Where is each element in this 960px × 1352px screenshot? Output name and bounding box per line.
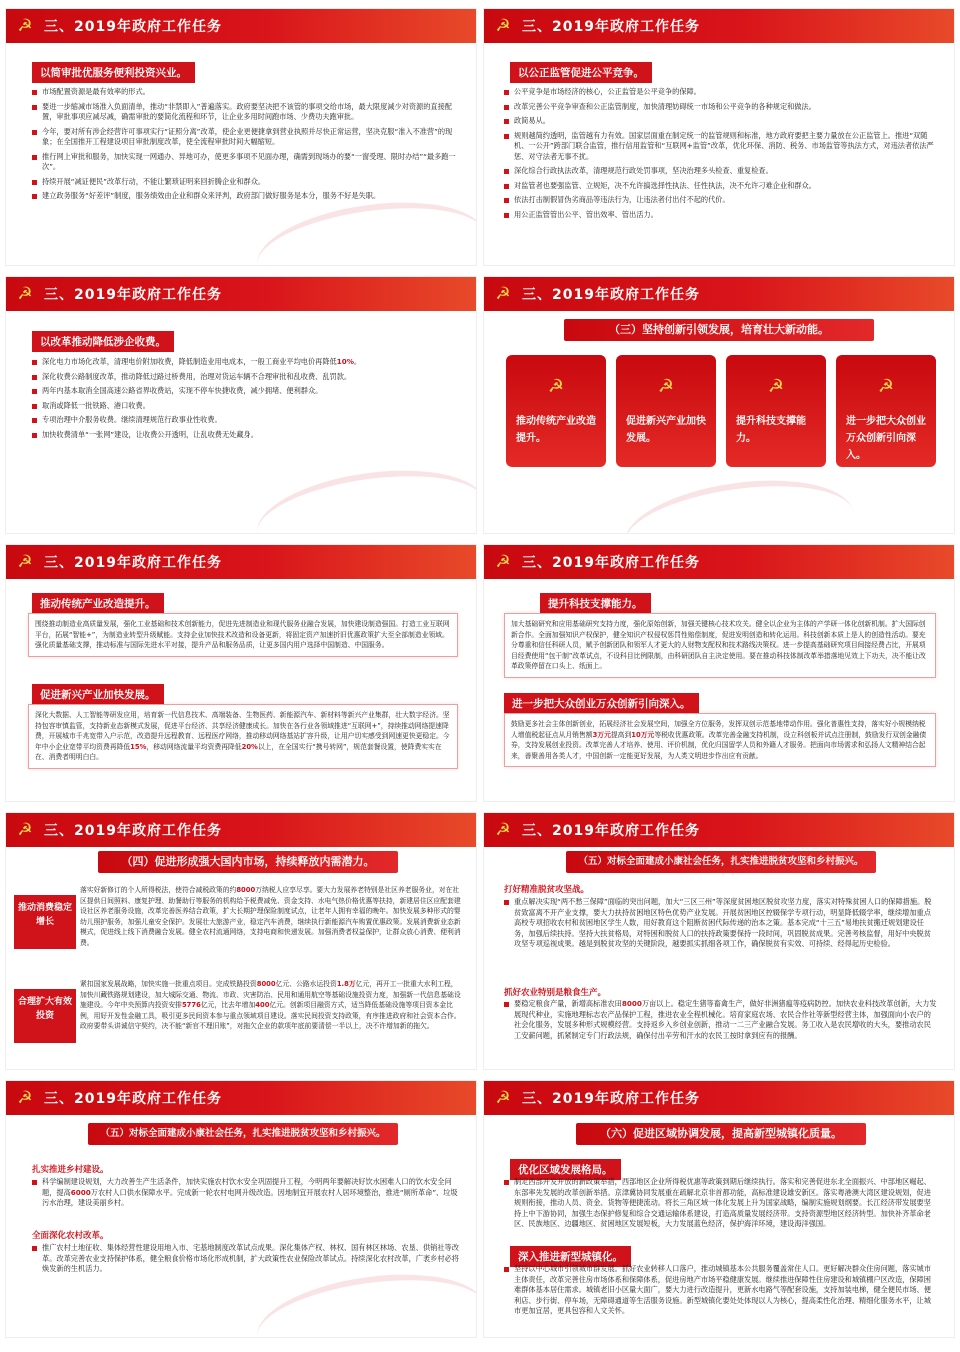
slide-6 [483,544,955,802]
bullet-list [32,1177,460,1213]
section-tag: 以简审批优服务便利投资兴业。 [32,62,195,83]
party-emblem-icon: ☭ [17,552,33,572]
section-tag: 提升科技支撑能力。 [540,593,651,614]
slide-title: 三、2019年政府工作任务 [522,823,700,839]
text-box: 加大基础研究和应用基础研究支持力度，强化原始创新，加强关键核心技术攻关。健全以企业为主体的产学研一体化创新机制。扩大国际创新合作。全面加强知识产权保护，健全知识产权侵权惩罚性赔偿制度，促进发明创造和转化运用。科技创新本质上是人的创造性活动。要充分尊重和信任科研人员，赋予创新团队和领军人才更大的人财物支配权和技术路线决策权。进一步提高基础研究项目间接经费占比，开展项目经费使用“包干制”改革试点，不设科目比例限制，由科研团队自主决定使用。要在推动科技体制改革举措落地见效上下功夫，决不能让改革政策停留在口头上、纸面上。 [504,613,936,678]
slide-header [6,545,476,579]
section-tag: 深入推进新型城镇化。 [510,1246,631,1267]
ribbon-decoration [619,467,859,534]
party-emblem-icon: ☭ [495,284,511,304]
subheading: 打好精准脱贫攻坚战。 [504,885,590,895]
slide-7 [5,812,477,1070]
text-box: 围绕推动制造业高质量发展，强化工业基础和技术创新能力，促进先进制造业和现代服务业融合发展，加快建设制造强国。打造工业互联网平台，拓展“智能+”，为制造业转型升级赋能。支持企业加快技术改造和设备更新，将固定资产加速折旧优惠政策扩大至全部制造业领域。强化质量基础支撑，推动标准与国际先进水平对接，提升产品和服务品质，让更多国内用户选择中国制造、中国服务。 [28,613,458,657]
slide-header [6,9,476,43]
party-emblem-icon: ☭ [495,16,511,36]
card-label: 进一步把大众创业万众创新引向深入。 [846,416,926,461]
party-emblem-icon: ☭ [17,820,33,840]
text-box: 鼓励更多社会主体创新创业，拓展经济社会发展空间，加强全方位服务，发挥双创示范基地带动作用。强化普惠性支持，落实好小规模纳税人增值税起征点从月销售额3万元提高到10万元等税收优惠政策。改革完善金融支持机制，设立科创板并试点注册制，鼓励发行双创金融债券，支持发展创业投资。改革完善人才培养、使用、评价机制，优化归国留学人员和外籍人才服务。把面向市场需求和弘扬人文精神结合起来，善聚善用各类人才，中国创新一定能更好发展，为人类文明进步作出应有贡献。 [504,713,936,767]
slide-title: 三、2019年政府工作任务 [522,287,700,303]
slide-4 [483,276,955,534]
slide-1 [5,8,477,266]
list-item: 政简易从。 [504,116,940,127]
section-tag: 优化区域发展格局。 [510,1159,621,1180]
list-item: 两年内基本取消全国高速公路省界收费站，实现不停车快捷收费，减少拥堵、便利群众。 [32,386,462,397]
party-emblem-icon: ☭ [877,376,895,397]
slide-9 [5,1080,477,1338]
bullet-list [504,87,940,224]
slide-header [6,1081,476,1115]
section-tag: 以公正监管促进公平竞争。 [510,62,652,83]
party-emblem-icon: ☭ [17,284,33,304]
text-box: 深化大数据、人工智能等研发应用，培育新一代信息技术、高端装备、生物医药、新能源汽车、新材料等新兴产业集群，壮大数字经济。坚持包容审慎监管，支持新业态新模式发展，促进平台经济、共享经济健康成长。加快在各行业各领域推进“互联网+”，持续推动网络提速降费，开展城市千兆宽带入户示范，改造提升远程教育、远程医疗网络，推动移动网络基站扩容升级，让用户切实感受到网速更快更稳定。今年中小企业宽带平均资费再降低15%，移动网络流量平均资费再降低20%以上，在全国实行“携号转网”，规范套餐设置，使降费实实在在、消费者明明白白。 [28,704,458,769]
slide-title: 三、2019年政府工作任务 [522,555,700,571]
slide-header [6,813,476,847]
slide-title: 三、2019年政府工作任务 [522,1091,700,1107]
slide-title: 三、2019年政府工作任务 [44,1091,222,1107]
list-item: 重点解决实现“两不愁三保障”面临的突出问题，加大“三区三州”等深度贫困地区脱贫攻坚力度，落实对特殊贫困人口的保障措施。脱贫致富离不开产业支撑，要大力扶持贫困地区特色优势产业发展。开展贫困地区控辍保学专项行动，明显降低辍学率，继续增加重点高校专项招收农村和贫困地区学生人数，用好教育这个阻断贫困代际传递的治本之策。基本完成“十三五”易地扶贫搬迁规划建设任务，加强后续扶持。坚持大扶贫格局，对特困和脱贫人口的扶持政策要保持一段时间，巩固脱贫成果。完善考核监督，用好中央脱贫攻坚专项巡视成果。越是到脱贫攻坚的关键阶段，越要抓实抓细各项工作，确保脱贫有实效、可持续、经得起历史检验。 [504,897,938,950]
bullet-list [32,357,462,444]
slide-title: 三、2019年政府工作任务 [44,19,222,35]
list-item: 专项治理中介服务收费。继续清理规范行政事业性收费。 [32,415,462,426]
bullet-list [504,897,938,954]
list-item: 深化综合行政执法改革，清理规范行政处罚事项，坚决治理多头检查、重复检查。 [504,166,940,177]
slide-header [484,813,954,847]
list-item: 要稳定粮食产量，新增高标准农田8000万亩以上。稳定生猪等畜禽生产，做好非洲猪瘟等疫病防控。加快农业科技改革创新，大力发展现代种业，实施地理标志农产品保护工程，推进农业全程机械化。培育家庭农场、农民合作社等新型经营主体，加强面向小农户的社会化服务，发展多种形式规模经营。支持返乡入乡创业创新，推动一二三产业融合发展。务工收入是农民增收的大头，要推动农民工安薪问题，抓紧制定专门行政法规，确保付出辛劳和汗水的农民工按时拿到应有的报酬。 [504,999,938,1041]
list-item: 对监管者也要强监管、立规矩，决不允许搞选择性执法、任性执法，决不允许刁难企业和群众。 [504,181,940,192]
list-item: 建立政务服务“好差评”制度，服务绩效由企业和群众来评判，政府部门做好服务是本分，服务不好是失职。 [32,191,462,202]
ribbon-decoration [251,457,477,534]
slide-header [484,9,954,43]
bullet-list [32,1243,460,1279]
subheading: 全面深化农村改革。 [32,1231,109,1241]
section-bar: （四）促进形成强大国内市场，持续释放内需潜力。 [98,851,398,873]
bullet-list [504,1264,938,1321]
list-item: 今年，要对所有涉企经营许可事项实行“证照分离”改革，使企业更便捷拿到营业执照并尽快正常运营，坚决克服“准入不准营”的现象；在全国推开工程建设项目审批制度改革，使全流程审批时间大幅缩短。 [32,127,462,148]
card-traditional-industry [506,355,606,467]
slide-title: 三、2019年政府工作任务 [44,555,222,571]
list-item: 取消或降低一批铁路、港口收费。 [32,401,462,412]
list-item: 依法打击制假冒伪劣商品等违法行为，让违法者付出付不起的代价。 [504,195,940,206]
slide-header [484,277,954,311]
text-block: 落实好新修订的个人所得税法，使符合减税政策的约8000万纳税人应享尽享。要大力发展养老特别是社区养老服务业，对在社区提供日间照料、康复护理、助餐助行等服务的机构给予税费减免、资金支持、水电气热价格优惠等扶持，新建居住区应配套建设社区养老服务设施，改革完善医养结合政策，扩大长期护理保险制度试点，让老年人拥有幸福的晚年。加快发展多种形式的婴幼儿照护服务，加强儿童安全保护。发展壮大旅游产业，稳定汽车消费，继续执行新能源汽车购置优惠政策。发展消费新业态新模式，促进线上线下消费融合发展。健全农村流通网络，支持电商和快递发展。加强消费者权益保护，让群众放心消费、便利消费。 [80,886,461,947]
party-emblem-icon: ☭ [17,1088,33,1108]
subheading: 扎实推进乡村建设。 [32,1165,109,1175]
list-item: 市场配置资源是最有效率的形式。 [32,87,462,98]
slide-header [484,545,954,579]
list-item: 深化电力市场化改革，清理电价附加收费，降低制造业用电成本，一般工商业平均电价再降低10%。 [32,357,462,368]
list-item: 坚持以中心城市引领城市群发展。抓好农业转移人口落户，推动城镇基本公共服务覆盖常住人口。更好解决群众住房问题，落实城市主体责任，改革完善住房市场体系和保障体系，促进房地产市场平稳健康发展。继续推进保障性住房建设和城镇棚户区改造，保障困难群体基本居住需求。城镇老旧小区量大面广，要大力进行改造提升，更新水电路气等配套设施，支持加装电梯，健全便民市场、便利店、步行街、停车场，无障碍通道等生活服务设施。新型城镇化要处处体现以人为核心，提高柔性化治理、精细化服务水平，让城市更加宜居，更具包容和人文关怀。 [504,1264,938,1317]
section-bar: （五）对标全面建成小康社会任务，扎实推进脱贫攻坚和乡村振兴。 [566,851,876,873]
list-item: 加快收费清单“一张网”建设，让收费公开透明，让乱收费无处藏身。 [32,430,462,441]
side-label-investment: 合理扩大有效投资 [14,989,76,1043]
card-emerging-industry [616,355,716,467]
side-label-consumption: 推动消费稳定增长 [14,895,76,949]
slide-8 [483,812,955,1070]
bullet-list [504,1177,938,1234]
slide-2 [483,8,955,266]
list-item: 持续开展“减证便民”改革行动，不能让繁琐证明来回折腾企业和群众。 [32,177,462,188]
list-item: 公平竞争是市场经济的核心，公正监管是公平竞争的保障。 [504,87,940,98]
slide-title: 三、2019年政府工作任务 [44,823,222,839]
slide-10 [483,1080,955,1338]
bullet-list [504,999,938,1045]
section-tag: 进一步把大众创业万众创新引向深入。 [504,693,699,714]
slide-header [484,1081,954,1115]
party-emblem-icon: ☭ [495,820,511,840]
bullet-list [32,87,462,206]
section-tag: 以改革推动降低涉企收费。 [32,331,174,352]
card-label: 提升科技支撑能力。 [736,416,806,444]
list-item: 推行网上审批和服务，加快实现一网通办、异地可办，使更多事项不见面办理，确需到现场办的要“一窗受理、限时办结”“最多跑一次”。 [32,152,462,173]
card-label: 推动传统产业改造提升。 [516,416,596,444]
slide-title: 三、2019年政府工作任务 [44,287,222,303]
section-bar: （五）对标全面建成小康社会任务，扎实推进脱贫攻坚和乡村振兴。 [88,1123,398,1145]
party-emblem-icon: ☭ [495,552,511,572]
party-emblem-icon: ☭ [657,376,675,397]
slide-3 [5,276,477,534]
slide-5 [5,544,477,802]
party-emblem-icon: ☭ [17,16,33,36]
card-technology [726,355,826,467]
slide-header [6,277,476,311]
section-tag: 推动传统产业改造提升。 [32,593,164,614]
list-item: 规则越简约透明，监管越有力有效。国家层面重在制定统一的监管规则和标准，地方政府要把主要力量放在公正监管上。推进“双随机、一公开”跨部门联合监管，推行信用监管和“互联网+监管”改革，优化环保、消防、税务、市场监管等执法方式，对违法者依法严惩、对守法者无事不扰。 [504,131,940,163]
party-emblem-icon: ☭ [767,376,785,397]
list-item: 科学编制建设规划，大力改善生产生活条件，加快实施农村饮水安全巩固提升工程，今明两年要解决好饮水困难人口的饮水安全问题，提高6000万农村人口供水保障水平。完成新一轮农村电网升级改造。因地制宜开展农村人居环境整治，推进“厕所革命”、垃圾污水治理，建设美丽乡村。 [32,1177,460,1209]
section-bar: （六）促进区域协调发展，提高新型城镇化质量。 [576,1123,866,1145]
list-item: 用公正监管管出公平、管出效率、管出活力。 [504,210,940,221]
party-emblem-icon: ☭ [547,376,565,397]
text-block: 紧扣国家发展战略，加快实施一批重点项目。完成铁路投资8000亿元、公路水运投资1.8万亿元，再开工一批重大水利工程，加快川藏铁路规划建设，加大城际交通、物流、市政、灾害防治、民用和通用航空等基础设施投资力度，加强新一代信息基础设施建设。今年中央预算内投资安排5776亿元，比去年增加400亿元。创新项目融资方式，适当降低基础设施等项目资本金比例，用好开发性金融工具，吸引更多民间资本参与重点领域项目建设。落实民间投资支持政策，有序推进政府和社会资本合作。政府要带头讲诚信守契约，决不能“新官不理旧账”，对拖欠企业的款项年底前要清偿一半以上，决不许增加新的拖欠。 [80,980,461,1030]
party-emblem-icon: ☭ [495,1088,511,1108]
list-item: 制定西部开发开放的新政策举措，西部地区企业所得税优惠等政策到期后继续执行。落实和完善促进东北全面振兴、中部地区崛起、东部率先发展的改革创新举措。京津冀协同发展重在疏解北京非首都功能，高标准建设雄安新区。落实粤港澳大湾区建设规划，促进规则衔接，推动人员、资金、货物等便捷流动。将长三角区域一体化发展上升为国家战略，编制实施规划纲要。长江经济带发展要坚持上中下游协同，加强生态保护修复和综合交通运输体系建设，打造高质量发展经济带。支持资源型地区经济转型。加快补齐革命老区、民族地区、边疆地区、贫困地区发展短板，大力发展蓝色经济，保护海洋环境，建设海洋强国。 [504,1177,938,1230]
card-label: 促进新兴产业加快发展。 [626,416,706,444]
slide-title: 三、2019年政府工作任务 [522,19,700,35]
list-item: 要进一步缩减市场准入负面清单，推动“非禁即入”普遍落实。政府要坚决把不该管的事项交给市场，最大限度减少对资源的直接配置，审批事项应减尽减，确需审批的要简化流程和环节，让企业多用时间跑市场、少费功夫跑审批。 [32,102,462,123]
subheading: 抓好农业特别是粮食生产。 [504,988,607,998]
list-item: 推广农村土地征收、集体经营性建设用地入市、宅基地制度改革试点成果。深化集体产权、林权、国有林区林场、农垦、供销社等改革。改革完善农业支持保护体系，健全粮食价格市场化形成机制，扩大政策性农业保险改革试点。持续深化农村改革，广袤乡村必将焕发新的生机活力。 [32,1243,460,1275]
list-item: 改革完善公平竞争审查和公正监管制度，加快清理妨碍统一市场和公平竞争的各种规定和做法。 [504,102,940,113]
list-item: 深化收费公路制度改革，推动降低过路过桥费用，治理对货运车辆不合理审批和乱收费、乱罚款。 [32,372,462,383]
card-innovation [836,355,936,467]
section-bar: （三）坚持创新引领发展，培育壮大新动能。 [564,319,874,341]
section-tag: 促进新兴产业加快发展。 [32,684,164,705]
